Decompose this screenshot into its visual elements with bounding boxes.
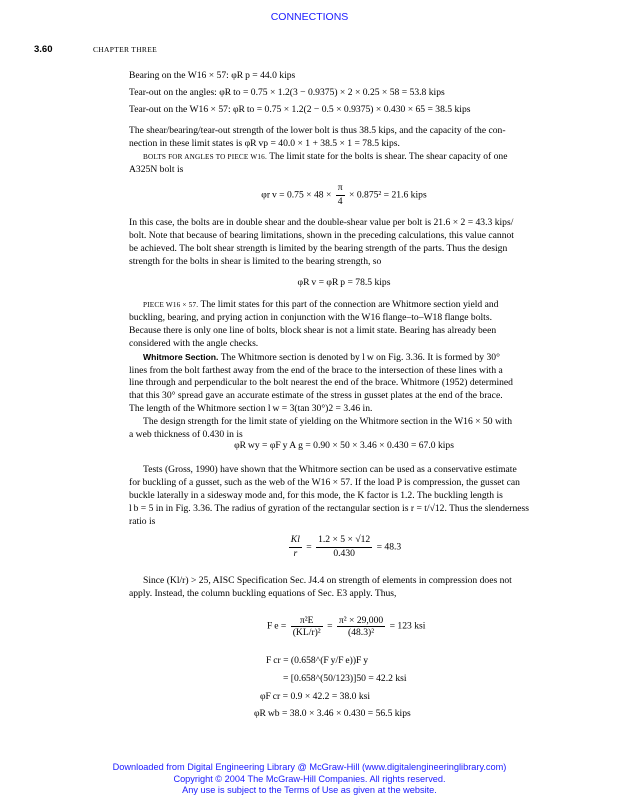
double-shear-paragraph (129, 217, 559, 269)
paragraph-line: The length of the Whitmore section l w = 3(tan 30°)2 = 3.46 in. (129, 403, 373, 415)
bearing-line-1: Bearing on the W16 × 57: φR p = 44.0 kips (129, 70, 296, 81)
bearing-line-3: Tear-out on the W16 × 57: φR to = 0.75 × 1.2(2 − 0.5 × 0.9375) × 0.430 × 65 = 38.5 kips (129, 103, 471, 115)
fraction-numerator: π²E (291, 615, 323, 627)
shear-bearing-paragraph (129, 125, 559, 177)
paragraph-line: for buckling of a gusset, such as the web of the W16 × 57. If the load P is compression, the gusset can (129, 476, 520, 488)
paragraph-line: bolt. Note that because of bearing limitations, shown in the preceding calculations, this value cannot (129, 229, 514, 241)
fraction (316, 534, 372, 561)
tests-paragraph (129, 464, 559, 529)
since-paragraph (129, 575, 559, 601)
paragraph-line: buckling, bearing, and prying action in conjunction with the W16 flange–to–W18 flange bolts. (129, 311, 492, 323)
paragraph-line: Since (Kl/r) > 25, AISC Specification Sec. J4.4 on strength of elements in compression does not (143, 575, 512, 586)
piece-heading: PIECE W16 × 57. (143, 301, 199, 309)
paragraph-line: buckle laterally in a sidesway mode and, for this mode, the K factor is 1.2. The buckling length is (129, 489, 503, 501)
paragraph-text: The limit state for the bolts is shear. The shear capacity of one (269, 150, 508, 162)
equation-whitmore-yield: φR wy = φF y A g = 0.90 × 50 × 3.46 × 0.430 = 67.0 kips (234, 440, 454, 451)
paragraph-line: that this 30° spread gave an accurate estimate of the stress in gusset plates at the end of the brace. (129, 390, 503, 402)
running-header: CONNECTIONS (270, 11, 349, 23)
paragraph-line: line through and perpendicular to the bolt nearest the end of the brace. Whitmore (1952) determined (129, 377, 513, 389)
paragraph-line: be achieved. The bolt shear strength is limited by the bearing strength of the parts. Thus the design (129, 242, 508, 254)
bearing-block (129, 70, 559, 117)
fraction-numerator: Kl (289, 534, 302, 548)
fraction-numerator: 1.2 × 5 × √12 (316, 534, 372, 548)
footer-terms: Any use is subject to the Terms of Use as given at the website. (182, 785, 437, 795)
fraction-denominator: r (293, 547, 298, 559)
paragraph-line: A325N bolt is (129, 163, 184, 175)
bolts-heading: BOLTS FOR ANGLES TO PIECE W16. (143, 152, 267, 161)
paragraph-line: Because there is only one line of bolts, block shear is not a limit state. Bearing has already been (129, 324, 497, 336)
paragraph-line: The shear/bearing/tear-out strength of the lower bolt is thus 38.5 kips, and the capacity of the con- (129, 125, 506, 136)
fraction-denominator: (48.3)² (348, 627, 375, 638)
footer (0, 762, 619, 797)
equation-bolt-shear (129, 182, 559, 209)
paragraph-line: strength for the bolts in shear is limited to the bearing strength, so (129, 255, 382, 267)
equation-elastic-buckling: F e = $\frac{\text{π²E}}{\text{(KL/r)²}}$ = $\frac{\text{π² × 29,000}}{\text{(48.3)²}}$ = 123 ksi (267, 615, 426, 638)
paragraph-line: ratio is (129, 515, 156, 527)
fraction-numerator: π (336, 182, 345, 196)
footer-download-link[interactable]: Downloaded from Digital Engineering Library @ McGraw-Hill (www.digitalengineeringlibrary.com) (112, 762, 507, 772)
whitmore-heading: Whitmore Section. (143, 351, 219, 362)
chapter-label: CHAPTER THREE (93, 45, 157, 54)
equation-fcr-value: = [0.658^(50/123)]50 = 42.2 ksi (283, 673, 407, 684)
equation-lhs: F e = (267, 620, 287, 632)
fraction-denominator: (KL/r)² (292, 627, 321, 638)
page-number: 3.60 (34, 44, 53, 55)
equation-rhs: × 0.875² = 21.6 kips (349, 189, 427, 201)
bearing-line-2: Tear-out on the angles: φR to = 0.75 × 1.2(3 − 0.9375) × 2 × 0.25 × 58 = 53.8 kips (129, 86, 445, 98)
equation-result: = 48.3 (376, 541, 402, 553)
paragraph-line: considered with the angle checks. (129, 337, 259, 349)
paragraph-line: The design strength for the limit state of yielding on the Whitmore section in the W16 × 50 with (143, 416, 513, 428)
equation-design-strength: φR v = φR p = 78.5 kips (297, 277, 391, 288)
fraction (291, 615, 323, 638)
paragraph-line: Tests (Gross, 1990) have shown that the Whitmore section can be used as a conservative estimate (143, 464, 517, 475)
fraction-denominator: 4 (337, 195, 343, 207)
paragraph-line: a web thickness of 0.430 in is (129, 429, 243, 441)
paragraph-line: In this case, the bolts are in double shear and the double-shear value per bolt is 21.6 × 2 = 43.3 kips/ (129, 217, 514, 228)
paragraph-line: lines from the bolt farthest away from the end of the brace to the intersection of these lines with a (129, 364, 503, 376)
footer-copyright: Copyright © 2004 The McGraw-Hill Companies. All rights reserved. (173, 773, 446, 784)
fraction (289, 534, 302, 561)
fraction-denominator: 0.430 (333, 547, 355, 559)
equation-phi-fcr: φF cr = 0.9 × 42.2 = 38.0 ksi (260, 691, 371, 702)
paragraph-line: nection in these limit states is φR vp = 40.0 × 1 + 38.5 × 1 = 78.5 kips. (129, 137, 400, 149)
fraction (336, 182, 345, 209)
paragraph-text: The limit states for this part of the connection are Whitmore section yield and (200, 299, 499, 310)
paragraph-line: l b = 5 in in Fig. 3.36. The radius of gyration of the rectangular section is r = t/√12. Thus the slenderness (129, 502, 530, 514)
fraction-numerator: π² × 29,000 (338, 615, 384, 626)
paragraph-text: The Whitmore section is denoted by l w on Fig. 3.36. It is formed by 30° (220, 351, 500, 363)
piece-w16-paragraph (129, 299, 559, 442)
equation-whitmore-buckling: φR wb = 38.0 × 3.46 × 0.430 = 56.5 kips (254, 708, 411, 719)
equation-slenderness: $\frac{Kl}{r}$ = $\frac{1.2 \times 5 \times √12}{0.430}$ = 48.3 (290, 534, 402, 559)
fraction (337, 615, 385, 638)
equation-lhs: φr v = 0.75 × 48 × (261, 189, 332, 201)
equation-result: = 123 ksi (389, 620, 426, 632)
paragraph-line: apply. Instead, the column buckling equations of Sec. E3 apply. Thus, (129, 587, 397, 599)
equation-fcr: F cr = (0.658^(F y/F e))F y (266, 655, 369, 666)
